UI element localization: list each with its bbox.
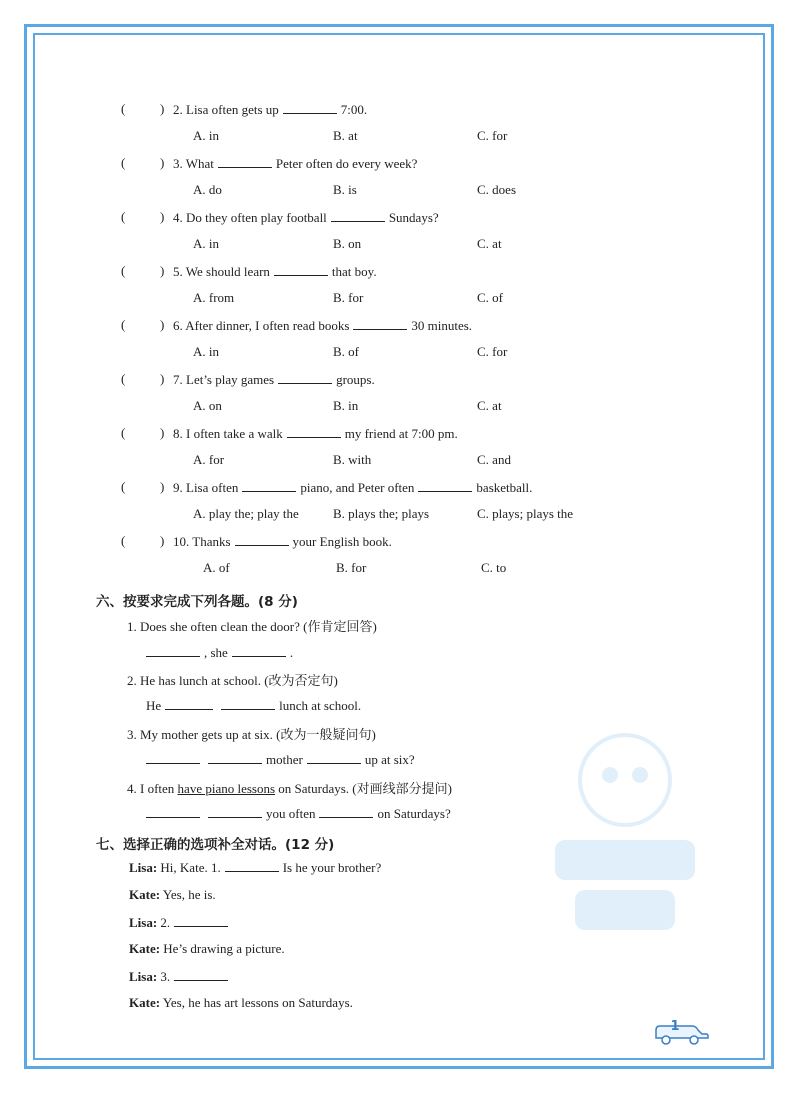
- question-stem: 2. Lisa often gets up 7:00.: [173, 102, 368, 117]
- dialogue-line-3: Lisa: 2.: [129, 914, 232, 931]
- option-a: A. play the; play the: [193, 506, 299, 521]
- section-6-title: 六、按要求完成下列各题。(8 分): [96, 594, 298, 610]
- option-b: B. on: [333, 236, 362, 251]
- option-c: C. of: [477, 290, 503, 305]
- option-c: C. at: [477, 398, 502, 413]
- answer-paren-close: ): [160, 209, 165, 224]
- answer-paren-open: (: [121, 479, 126, 494]
- answer-paren-open: (: [121, 209, 126, 224]
- option-a: A. do: [193, 182, 222, 197]
- option-c: C. and: [477, 452, 511, 467]
- option-c: C. at: [477, 236, 502, 251]
- question-stem: 4. Do they often play football Sundays?: [173, 210, 439, 225]
- option-b: B. in: [333, 398, 359, 413]
- answer-paren-close: ): [160, 263, 165, 278]
- option-a: A. in: [193, 344, 219, 359]
- underlined-phrase: have piano lessons: [177, 781, 276, 796]
- option-a: A. in: [193, 236, 219, 251]
- answer-paren-close: ): [160, 101, 165, 116]
- s6-answer-1: , she .: [142, 644, 293, 661]
- option-b: B. is: [333, 182, 357, 197]
- section-7-title: 七、选择正确的选项补全对话。(12 分): [96, 837, 335, 853]
- option-a: A. on: [193, 398, 222, 413]
- answer-paren-open: (: [121, 533, 126, 548]
- option-a: A. for: [193, 452, 225, 467]
- s6-answer-4: you often on Saturdays?: [142, 805, 451, 822]
- option-b: B. of: [333, 344, 359, 359]
- answer-paren-close: ): [160, 371, 165, 386]
- dialogue-line-1: Lisa: Hi, Kate. 1. Is he your brother?: [129, 860, 382, 875]
- s6-answer-2: He lunch at school.: [146, 698, 362, 713]
- option-c: C. does: [477, 182, 516, 197]
- option-a: A. of: [203, 560, 230, 575]
- question-stem: 5. We should learn that boy.: [173, 264, 377, 279]
- answer-paren-close: ): [160, 317, 165, 332]
- question-stem: 7. Let’s play games groups.: [173, 372, 375, 387]
- s6-question-1: 1. Does she often clean the door? (作肯定回答): [127, 619, 377, 634]
- s6-question-4: 4. I often have piano lessons on Saturdays. (对画线部分提问): [127, 781, 452, 796]
- s6-question-3: 3. My mother gets up at six. (改为一般疑问句): [127, 727, 376, 742]
- option-a: A. in: [193, 128, 219, 143]
- option-b: B. at: [333, 128, 358, 143]
- dialogue-line-5: Lisa: 3.: [129, 968, 232, 985]
- s6-answer-3: mother up at six?: [142, 751, 415, 768]
- option-b: B. with: [333, 452, 372, 467]
- dialogue-line-2: Kate: Yes, he is.: [129, 887, 216, 902]
- s6-question-2: 2. He has lunch at school. (改为否定句): [127, 673, 338, 688]
- option-b: B. for: [333, 290, 364, 305]
- answer-paren-close: ): [160, 155, 165, 170]
- option-a: A. from: [193, 290, 235, 305]
- option-c: C. to: [481, 560, 507, 575]
- answer-paren-open: (: [121, 425, 126, 440]
- option-c: C. for: [477, 128, 508, 143]
- answer-paren-open: (: [121, 155, 126, 170]
- answer-paren-close: ): [160, 425, 165, 440]
- question-stem: 3. What Peter often do every week?: [173, 156, 418, 171]
- answer-paren-open: (: [121, 101, 126, 116]
- answer-paren-close: ): [160, 533, 165, 548]
- answer-paren-open: (: [121, 317, 126, 332]
- mascot-watermark-icon: [540, 720, 710, 950]
- answer-paren-open: (: [121, 263, 126, 278]
- option-c: C. for: [477, 344, 508, 359]
- page-number: 1: [670, 1019, 680, 1034]
- option-b: B. plays the; plays: [333, 506, 430, 521]
- question-stem: 9. Lisa often piano, and Peter often basketball.: [173, 480, 533, 495]
- question-stem: 10. Thanks your English book.: [173, 534, 392, 549]
- option-c: C. plays; plays the: [477, 506, 574, 521]
- dialogue-line-6: Kate: Yes, he has art lessons on Saturdays.: [129, 995, 353, 1010]
- question-stem: 8. I often take a walk my friend at 7:00 pm.: [173, 426, 458, 441]
- answer-paren-open: (: [121, 371, 126, 386]
- answer-paren-close: ): [160, 479, 165, 494]
- question-stem: 6. After dinner, I often read books 30 minutes.: [173, 318, 473, 333]
- dialogue-line-4: Kate: He’s drawing a picture.: [129, 941, 285, 956]
- option-b: B. for: [336, 560, 367, 575]
